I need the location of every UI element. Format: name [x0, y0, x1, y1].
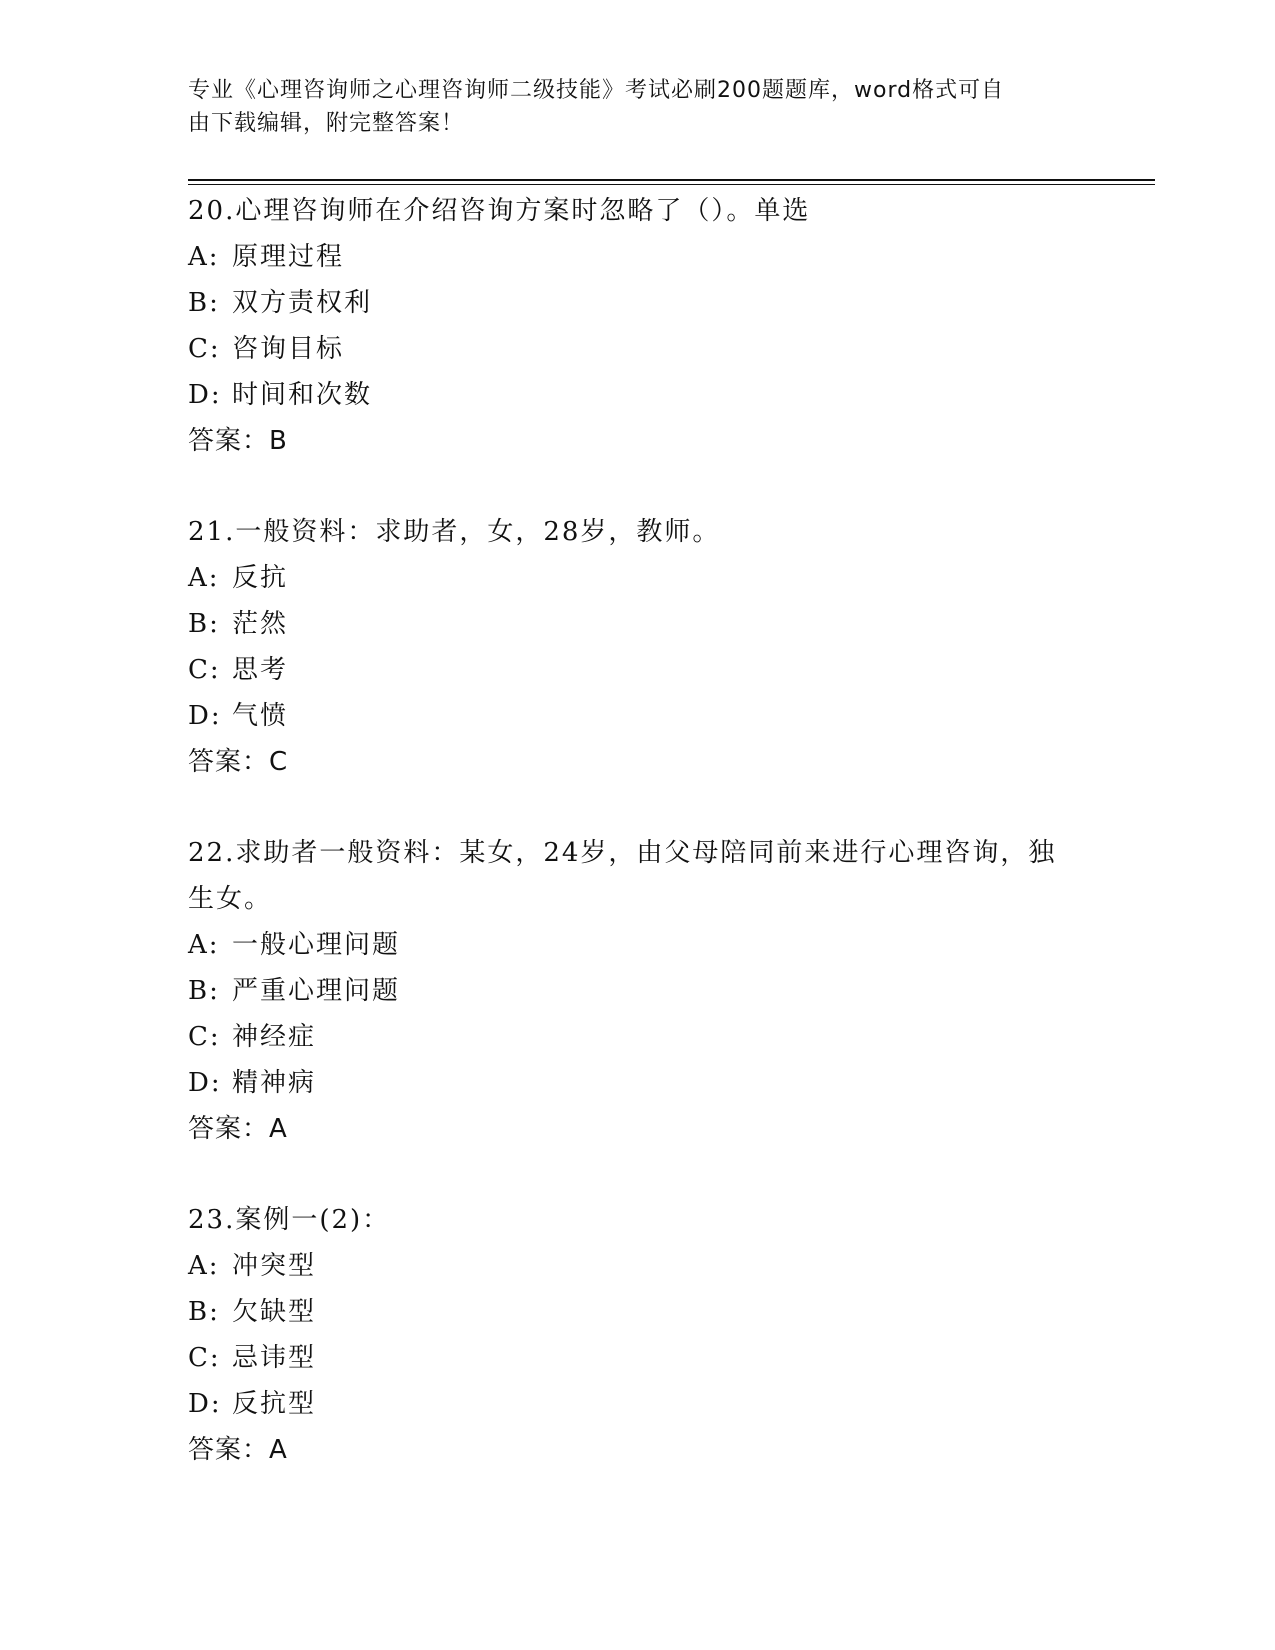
answer-line: 答案：A [188, 1114, 288, 1144]
option-text: 反抗型 [232, 1389, 317, 1419]
option-text: 气愤 [232, 701, 289, 731]
option-text: 神经症 [232, 1022, 317, 1052]
header-divider-thin [188, 184, 1155, 185]
option-text: 欠缺型 [232, 1297, 317, 1327]
question-list [188, 188, 1088, 1518]
option-b [188, 1289, 1088, 1335]
option-text: 冲突型 [232, 1251, 317, 1281]
question-block [188, 188, 1088, 464]
option-label: A: [188, 1251, 220, 1281]
option-text: 精神病 [232, 1068, 317, 1098]
option-text: 时间和次数 [232, 380, 373, 410]
question-stem: 21.一般资料：求助者，女，28岁，教师。 [188, 517, 721, 547]
option-c [188, 1014, 1088, 1060]
question-stem-continued: 生女。 [188, 884, 273, 914]
question-stem: 23.案例一(2)： [188, 1205, 391, 1235]
option-label: C: [188, 655, 221, 685]
option-text: 原理过程 [232, 242, 345, 272]
option-a [188, 555, 1088, 601]
option-label: B: [188, 1297, 220, 1327]
option-label: C: [188, 1343, 221, 1373]
question-stem: 22.求助者一般资料：某女，24岁，由父母陪同前来进行心理咨询，独 [188, 838, 1057, 868]
option-text: 忌讳型 [232, 1343, 317, 1373]
option-text: 双方责权利 [232, 288, 373, 318]
option-text: 茫然 [232, 609, 289, 639]
option-d [188, 1060, 1088, 1106]
option-c [188, 1335, 1088, 1381]
option-d [188, 693, 1088, 739]
option-text: 思考 [232, 655, 289, 685]
option-text: 咨询目标 [232, 334, 345, 364]
option-text: 一般心理问题 [232, 930, 401, 960]
option-text: 严重心理问题 [232, 976, 401, 1006]
question-block [188, 509, 1088, 785]
option-label: B: [188, 609, 220, 639]
option-label: D: [188, 701, 222, 731]
option-a [188, 1243, 1088, 1289]
answer-line: 答案：A [188, 1435, 288, 1465]
option-label: D: [188, 1068, 222, 1098]
question-stem: 20.心理咨询师在介绍咨询方案时忽略了（）。单选 [188, 196, 811, 226]
question-block [188, 830, 1088, 1152]
option-d [188, 1381, 1088, 1427]
option-label: A: [188, 242, 220, 272]
option-d [188, 372, 1088, 418]
answer-line: 答案：B [188, 426, 288, 456]
option-label: A: [188, 563, 220, 593]
option-label: D: [188, 380, 222, 410]
option-c [188, 647, 1088, 693]
option-label: D: [188, 1389, 222, 1419]
option-b [188, 968, 1088, 1014]
option-b [188, 280, 1088, 326]
option-label: B: [188, 288, 220, 318]
document-header [188, 74, 1068, 140]
option-label: B: [188, 976, 220, 1006]
option-a [188, 922, 1088, 968]
option-text: 反抗 [232, 563, 289, 593]
answer-line: 答案：C [188, 747, 289, 777]
question-block [188, 1197, 1088, 1473]
option-label: C: [188, 334, 221, 364]
option-b [188, 601, 1088, 647]
option-a [188, 234, 1088, 280]
option-label: A: [188, 930, 220, 960]
option-c [188, 326, 1088, 372]
option-label: C: [188, 1022, 221, 1052]
header-line-2: 由下载编辑，附完整答案！ [188, 111, 465, 136]
header-divider-thick [188, 179, 1155, 181]
header-line-1: 专业《心理咨询师之心理咨询师二级技能》考试必刷200题题库，word格式可自 [188, 78, 1005, 103]
